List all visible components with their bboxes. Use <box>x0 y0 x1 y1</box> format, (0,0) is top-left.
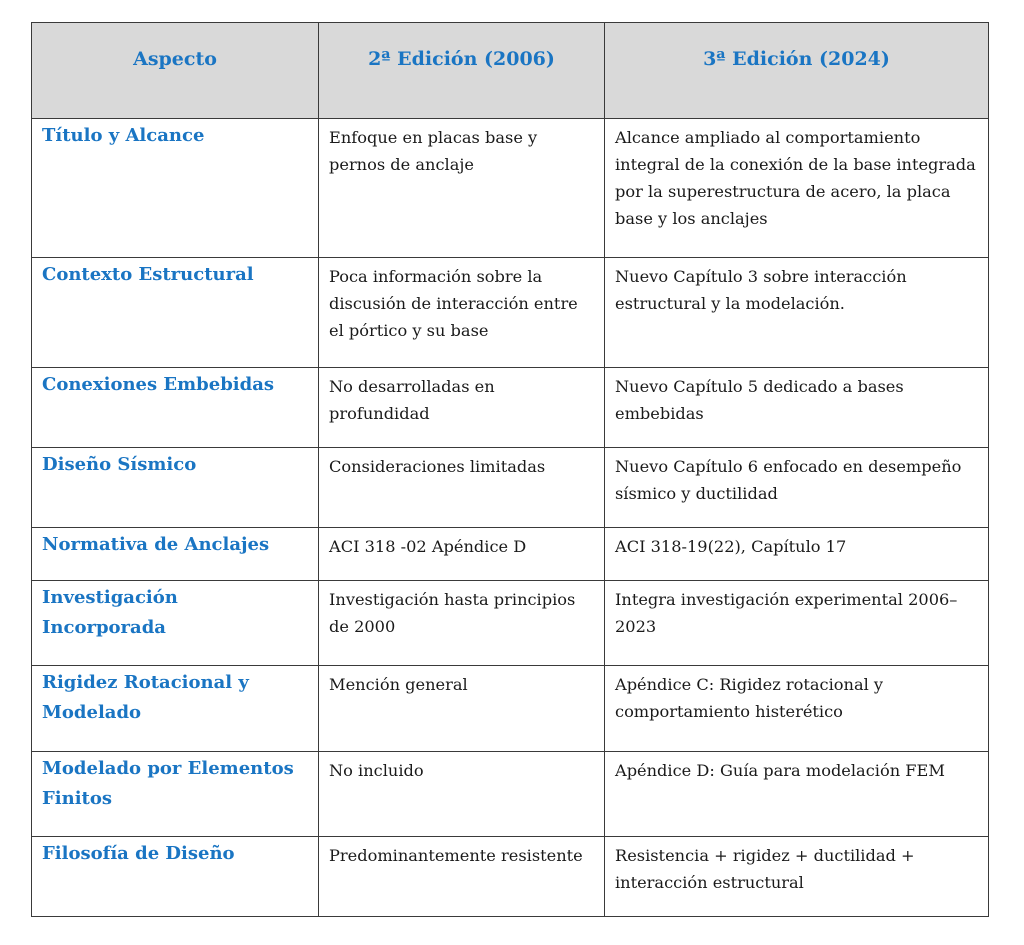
edition-2024-cell: Alcance ampliado al comportamiento integral de la conexión de la base integrada por la superestructura de acero, la placa base y los anclajes <box>605 119 989 258</box>
edition-2006-cell: Poca información sobre la discusión de interacción entre el pórtico y su base <box>319 258 605 368</box>
edition-2006-cell: Investigación hasta principios de 2000 <box>319 581 605 666</box>
edition-2006-cell: Consideraciones limitadas <box>319 448 605 528</box>
aspect-cell: Título y Alcance <box>32 119 319 258</box>
table-row <box>32 119 989 258</box>
edition-2024-cell: ACI 318-19(22), Capítulo 17 <box>605 528 989 581</box>
aspect-cell: Conexiones Embebidas <box>32 368 319 448</box>
table-row <box>32 448 989 528</box>
header-row <box>32 23 989 119</box>
edition-2024-cell: Nuevo Capítulo 6 enfocado en desempeño sísmico y ductilidad <box>605 448 989 528</box>
table-row <box>32 528 989 581</box>
header-aspecto: Aspecto <box>32 23 319 119</box>
edition-2024-cell: Integra investigación experimental 2006–2023 <box>605 581 989 666</box>
table-body <box>32 119 989 917</box>
table-row <box>32 752 989 837</box>
table-row <box>32 837 989 917</box>
aspect-cell: Diseño Sísmico <box>32 448 319 528</box>
edition-2006-cell: No desarrolladas en profundidad <box>319 368 605 448</box>
aspect-cell: Investigación Incorporada <box>32 581 319 666</box>
edition-2006-cell: Predominantemente resistente <box>319 837 605 917</box>
comparison-table <box>31 22 989 917</box>
edition-2024-cell: Apéndice C: Rigidez rotacional y comportamiento histerético <box>605 666 989 752</box>
edition-2006-cell: ACI 318 -02 Apéndice D <box>319 528 605 581</box>
edition-2024-cell: Nuevo Capítulo 3 sobre interacción estructural y la modelación. <box>605 258 989 368</box>
header-edition-2024: 3ª Edición (2024) <box>605 23 989 119</box>
edition-2006-cell: Mención general <box>319 666 605 752</box>
table-row <box>32 258 989 368</box>
edition-2024-cell: Resistencia + rigidez + ductilidad + interacción estructural <box>605 837 989 917</box>
table-row <box>32 581 989 666</box>
edition-2024-cell: Apéndice D: Guía para modelación FEM <box>605 752 989 837</box>
table-header <box>32 23 989 119</box>
table-row <box>32 368 989 448</box>
aspect-cell: Normativa de Anclajes <box>32 528 319 581</box>
header-edition-2006: 2ª Edición (2006) <box>319 23 605 119</box>
aspect-cell: Rigidez Rotacional y Modelado <box>32 666 319 752</box>
aspect-cell: Modelado por Elementos Finitos <box>32 752 319 837</box>
edition-2006-cell: Enfoque en placas base y pernos de anclaje <box>319 119 605 258</box>
edition-2006-cell: No incluido <box>319 752 605 837</box>
aspect-cell: Contexto Estructural <box>32 258 319 368</box>
aspect-cell: Filosofía de Diseño <box>32 837 319 917</box>
table-row <box>32 666 989 752</box>
edition-2024-cell: Nuevo Capítulo 5 dedicado a bases embebidas <box>605 368 989 448</box>
